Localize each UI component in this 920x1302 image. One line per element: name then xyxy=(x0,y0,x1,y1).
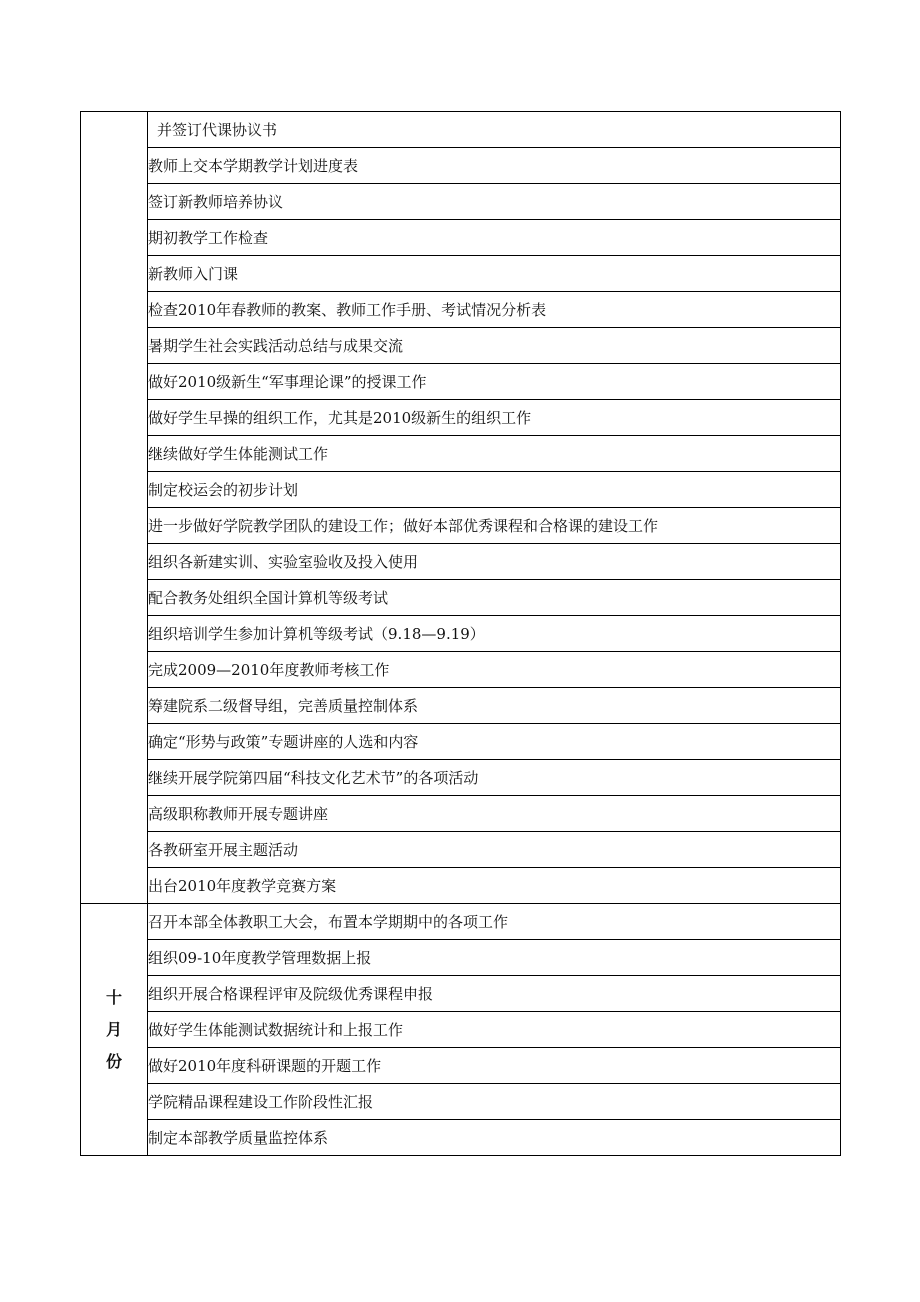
schedule-item: 暑期学生社会实践活动总结与成果交流 xyxy=(148,328,841,364)
schedule-item: 做好学生早操的组织工作，尤其是2010级新生的组织工作 xyxy=(148,400,841,436)
table-row xyxy=(81,508,841,544)
table-row xyxy=(81,1048,841,1084)
table-row xyxy=(81,760,841,796)
schedule-item: 确定“形势与政策”专题讲座的人选和内容 xyxy=(148,724,841,760)
schedule-item: 继续开展学院第四届“科技文化艺术节”的各项活动 xyxy=(148,760,841,796)
table-row xyxy=(81,364,841,400)
table-row xyxy=(81,256,841,292)
schedule-item: 组织培训学生参加计算机等级考试（9.18—9.19） xyxy=(148,616,841,652)
table-row xyxy=(81,148,841,184)
table-row xyxy=(81,688,841,724)
schedule-item: 筹建院系二级督导组，完善质量控制体系 xyxy=(148,688,841,724)
month-cell xyxy=(81,112,148,904)
table-row xyxy=(81,436,841,472)
table-row xyxy=(81,1012,841,1048)
table-row xyxy=(81,652,841,688)
schedule-item: 进一步做好学院教学团队的建设工作；做好本部优秀课程和合格课的建设工作 xyxy=(148,508,841,544)
table-row xyxy=(81,904,841,940)
table-row xyxy=(81,292,841,328)
schedule-item: 签订新教师培养协议 xyxy=(148,184,841,220)
schedule-item: 教师上交本学期教学计划进度表 xyxy=(148,148,841,184)
schedule-item: 完成2009—2010年度教师考核工作 xyxy=(148,652,841,688)
schedule-item: 制定校运会的初步计划 xyxy=(148,472,841,508)
table-row xyxy=(81,832,841,868)
schedule-item: 召开本部全体教职工大会，布置本学期期中的各项工作 xyxy=(148,904,841,940)
table-row xyxy=(81,580,841,616)
schedule-item: 制定本部教学质量监控体系 xyxy=(148,1120,841,1156)
table-row xyxy=(81,796,841,832)
schedule-item: 新教师入门课 xyxy=(148,256,841,292)
schedule-body xyxy=(81,112,841,1156)
schedule-item: 组织开展合格课程评审及院级优秀课程申报 xyxy=(148,976,841,1012)
table-row xyxy=(81,976,841,1012)
schedule-item: 出台2010年度教学竞赛方案 xyxy=(148,868,841,904)
schedule-item: 学院精品课程建设工作阶段性汇报 xyxy=(148,1084,841,1120)
schedule-item: 做好学生体能测试数据统计和上报工作 xyxy=(148,1012,841,1048)
table-row xyxy=(81,220,841,256)
month-cell xyxy=(81,904,148,1156)
schedule-item: 组织各新建实训、实验室验收及投入使用 xyxy=(148,544,841,580)
month-label: 十月份 xyxy=(105,987,122,1071)
table-row xyxy=(81,400,841,436)
schedule-item: 配合教务处组织全国计算机等级考试 xyxy=(148,580,841,616)
schedule-item: 并签订代课协议书 xyxy=(148,112,841,148)
schedule-item: 检查2010年春教师的教案、教师工作手册、考试情况分析表 xyxy=(148,292,841,328)
table-row xyxy=(81,544,841,580)
schedule-item: 各教研室开展主题活动 xyxy=(148,832,841,868)
table-row xyxy=(81,940,841,976)
table-row xyxy=(81,112,841,148)
schedule-item: 组织09-10年度教学管理数据上报 xyxy=(148,940,841,976)
table-row xyxy=(81,1120,841,1156)
table-row xyxy=(81,724,841,760)
schedule-item: 高级职称教师开展专题讲座 xyxy=(148,796,841,832)
table-row xyxy=(81,328,841,364)
schedule-item: 做好2010级新生“军事理论课”的授课工作 xyxy=(148,364,841,400)
table-row xyxy=(81,1084,841,1120)
table-row xyxy=(81,616,841,652)
schedule-item: 期初教学工作检查 xyxy=(148,220,841,256)
table-row xyxy=(81,184,841,220)
schedule-item: 继续做好学生体能测试工作 xyxy=(148,436,841,472)
work-schedule-table xyxy=(80,111,841,1156)
table-row xyxy=(81,868,841,904)
table-row xyxy=(81,472,841,508)
schedule-item: 做好2010年度科研课题的开题工作 xyxy=(148,1048,841,1084)
